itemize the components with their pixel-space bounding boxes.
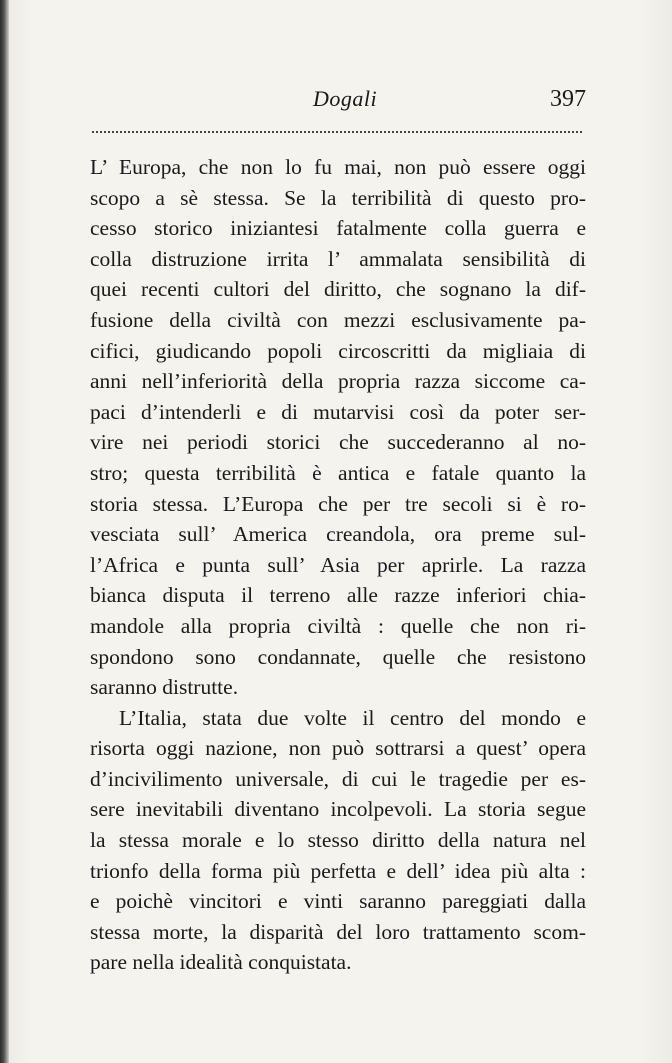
text-line: l’Africa e punta sull’ Asia per aprirle. La razza bbox=[90, 552, 586, 577]
text-line: sere inevitabili diventano incolpevoli. La storia segue bbox=[90, 797, 586, 822]
text-line: paci d’intenderli e di mutarvisi così da poter ser- bbox=[90, 399, 586, 424]
header-rule bbox=[92, 131, 582, 133]
text-line: vesciata sull’ America creandola, ora preme sul- bbox=[90, 522, 586, 547]
text-line: spondono sono condannate, quelle che resistono bbox=[90, 644, 586, 669]
text-line: L’ Europa, che non lo fu mai, non può essere oggi bbox=[90, 155, 586, 179]
page-header bbox=[88, 82, 588, 118]
text-line: risorta oggi nazione, non può sottrarsi a quest’ opera bbox=[90, 736, 586, 761]
text-line: la stessa morale e lo stesso diritto della natura nel bbox=[90, 828, 586, 853]
text-line: bianca disputa il terreno alle razze inferiori chia- bbox=[90, 583, 586, 608]
text-line: stro; questa terribilità è antica e fatale quanto la bbox=[90, 460, 586, 485]
text-line: quei recenti cultori del diritto, che sognano la dif- bbox=[90, 277, 586, 302]
text-line: e poichè vincitori e vinti saranno pareggiati dalla bbox=[90, 889, 586, 914]
page-number: 397 bbox=[550, 86, 586, 112]
page-binding-edge bbox=[0, 0, 9, 1063]
text-line: cifici, giudicando popoli circoscritti da migliaia di bbox=[90, 338, 586, 363]
text-line: pare nella idealità conquistata. bbox=[90, 950, 352, 975]
text-line: fusione della civiltà con mezzi esclusivamente pa- bbox=[90, 307, 586, 332]
running-title: Dogali bbox=[313, 86, 378, 111]
body-text bbox=[90, 152, 586, 978]
text-line: anni nell’inferiorità della propria razza siccome ca- bbox=[90, 369, 586, 394]
text-line: scopo a sè stessa. Se la terribilità di questo pro- bbox=[90, 185, 586, 210]
text-line: colla distruzione irrita l’ ammalata sensibilità di bbox=[90, 246, 586, 271]
text-line: vire nei periodi storici che succederanno al no- bbox=[90, 430, 586, 455]
text-line: saranno distrutte. bbox=[90, 675, 239, 700]
text-line: storia stessa. L’Europa che per tre secoli si è ro- bbox=[90, 491, 586, 516]
text-line: trionfo della forma più perfetta e dell’ idea più alta : bbox=[90, 858, 586, 883]
text-line: L’Italia, stata due volte il centro del mondo e bbox=[119, 705, 586, 730]
text-line: cesso storico iniziantesi fatalmente colla guerra e bbox=[90, 216, 586, 241]
text-line: mandole alla propria civiltà : quelle che non ri- bbox=[90, 613, 586, 638]
text-line: stessa morte, la disparità del loro trattamento scom- bbox=[90, 919, 586, 944]
text-line: d’incivilimento universale, di cui le tragedie per es- bbox=[90, 766, 586, 791]
